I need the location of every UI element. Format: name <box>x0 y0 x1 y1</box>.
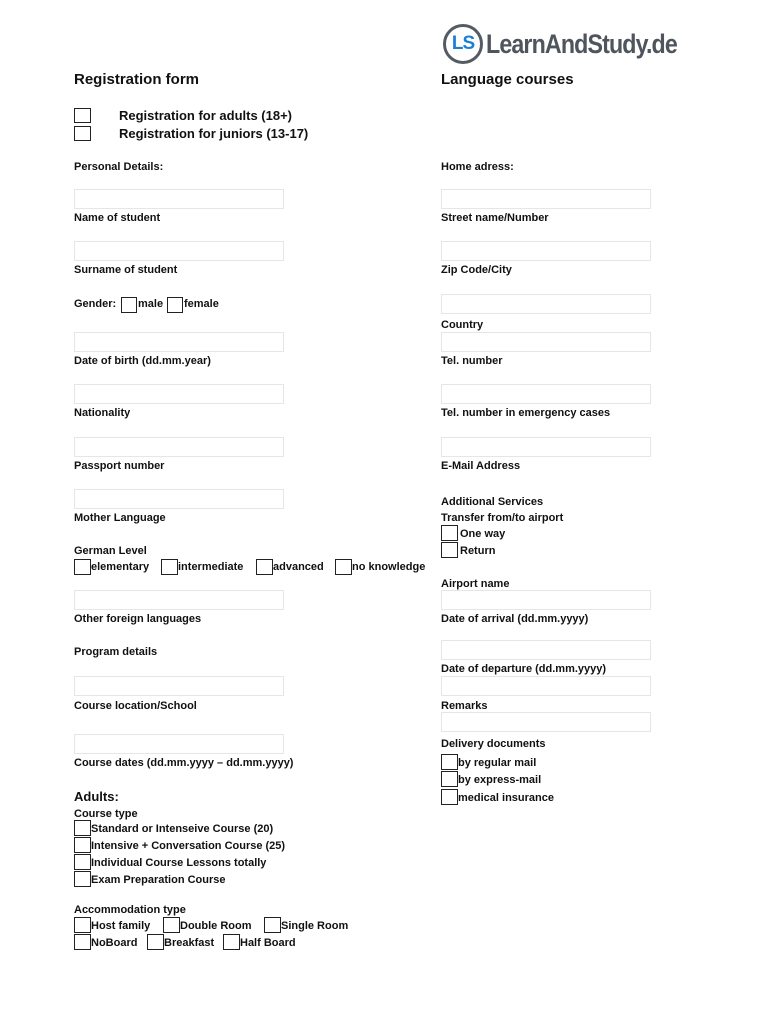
dob-label: Date of birth (dd.mm.year) <box>74 355 211 367</box>
nationality-field[interactable] <box>74 384 284 404</box>
intermediate-label: intermediate <box>178 561 244 573</box>
regular-mail-label: by regular mail <box>458 757 537 769</box>
course-location-field[interactable] <box>74 676 284 696</box>
tel-emergency-field[interactable] <box>441 384 651 404</box>
female-label: female <box>184 298 219 310</box>
male-checkbox[interactable] <box>121 297 137 313</box>
country-field[interactable] <box>441 294 651 314</box>
double-room-checkbox[interactable] <box>163 917 180 933</box>
street-label: Street name/Number <box>441 212 549 224</box>
one-way-checkbox[interactable] <box>441 525 458 541</box>
country-label: Country <box>441 319 484 331</box>
individual-course-checkbox[interactable] <box>74 854 91 870</box>
home-address-heading: Home adress: <box>441 161 514 173</box>
passport-label: Passport number <box>74 460 165 472</box>
intermediate-checkbox[interactable] <box>161 559 178 575</box>
departure-field[interactable] <box>441 676 651 696</box>
return-label: Return <box>460 545 496 557</box>
elementary-label: elementary <box>91 561 150 573</box>
program-details-heading: Program details <box>74 646 158 658</box>
dob-field[interactable] <box>74 332 284 352</box>
exam-course-checkbox[interactable] <box>74 871 91 887</box>
arrival-field[interactable] <box>441 640 651 660</box>
intensive-course-checkbox[interactable] <box>74 837 91 853</box>
intensive-course-label: Intensive + Conversation Course (25) <box>91 840 286 852</box>
adults-registration-label: Registration for adults (18+) <box>119 108 292 123</box>
additional-services-heading: Additional Services <box>441 496 544 508</box>
female-checkbox[interactable] <box>167 297 183 313</box>
no-knowledge-checkbox[interactable] <box>335 559 352 575</box>
one-way-label: One way <box>460 528 506 540</box>
course-location-label: Course location/School <box>74 700 197 712</box>
standard-course-label: Standard or Intenseive Course (20) <box>91 823 274 835</box>
no-knowledge-label: no knowledge <box>352 561 426 573</box>
other-languages-label: Other foreign languages <box>74 613 202 625</box>
breakfast-checkbox[interactable] <box>147 934 164 950</box>
juniors-registration-checkbox[interactable] <box>74 126 91 141</box>
tel-emergency-label: Tel. number in emergency cases <box>441 407 611 419</box>
advanced-label: advanced <box>273 561 324 573</box>
exam-course-label: Exam Preparation Course <box>91 874 226 886</box>
adults-heading: Adults: <box>74 789 119 804</box>
course-dates-label: Course dates (dd.mm.yyyy – dd.mm.yyyy) <box>74 757 294 769</box>
double-room-label: Double Room <box>180 920 252 932</box>
gender-label: Gender: <box>74 298 117 310</box>
mother-language-label: Mother Language <box>74 512 166 524</box>
medical-insurance-label: medical insurance <box>458 792 554 804</box>
juniors-registration-label: Registration for juniors (13-17) <box>119 126 309 141</box>
noboard-checkbox[interactable] <box>74 934 91 950</box>
accommodation-label: Accommodation type <box>74 904 186 916</box>
regular-mail-checkbox[interactable] <box>441 754 458 770</box>
remarks-label: Remarks <box>441 700 488 712</box>
tel-field[interactable] <box>441 332 651 352</box>
course-dates-field[interactable] <box>74 734 284 754</box>
german-level-label: German Level <box>74 545 147 557</box>
male-label: male <box>138 298 164 310</box>
departure-label: Date of departure (dd.mm.yyyy) <box>441 663 607 675</box>
logo-badge: LS <box>443 24 483 64</box>
email-label: E-Mail Address <box>441 460 521 472</box>
half-board-label: Half Board <box>240 937 296 949</box>
email-field[interactable] <box>441 437 651 457</box>
street-field[interactable] <box>441 189 651 209</box>
mother-language-field[interactable] <box>74 489 284 509</box>
personal-details-heading: Personal Details: <box>74 161 164 173</box>
medical-insurance-checkbox[interactable] <box>441 789 458 805</box>
breakfast-label: Breakfast <box>164 937 215 949</box>
airport-field[interactable] <box>441 590 651 610</box>
passport-field[interactable] <box>74 437 284 457</box>
course-type-label: Course type <box>74 808 138 820</box>
surname-label: Surname of student <box>74 264 178 276</box>
transfer-label: Transfer from/to airport <box>441 512 564 524</box>
single-room-checkbox[interactable] <box>264 917 281 933</box>
express-mail-checkbox[interactable] <box>441 771 458 787</box>
nationality-label: Nationality <box>74 407 131 419</box>
logo-text: LearnAndStudy.de <box>486 28 677 59</box>
remarks-field[interactable] <box>441 712 651 732</box>
arrival-label: Date of arrival (dd.mm.yyyy) <box>441 613 589 625</box>
host-family-label: Host family <box>91 920 151 932</box>
half-board-checkbox[interactable] <box>223 934 240 950</box>
single-room-label: Single Room <box>281 920 349 932</box>
registration-form-title: Registration form <box>74 71 200 88</box>
delivery-label: Delivery documents <box>441 738 546 750</box>
standard-course-checkbox[interactable] <box>74 820 91 836</box>
airport-label: Airport name <box>441 578 510 590</box>
host-family-checkbox[interactable] <box>74 917 91 933</box>
zip-field[interactable] <box>441 241 651 261</box>
logo <box>443 22 708 66</box>
noboard-label: NoBoard <box>91 937 138 949</box>
zip-label: Zip Code/City <box>441 264 512 276</box>
other-languages-field[interactable] <box>74 590 284 610</box>
return-checkbox[interactable] <box>441 542 458 558</box>
adults-registration-checkbox[interactable] <box>74 108 91 123</box>
individual-course-label: Individual Course Lessons totally <box>91 857 267 869</box>
advanced-checkbox[interactable] <box>256 559 273 575</box>
surname-field[interactable] <box>74 241 284 261</box>
tel-label: Tel. number <box>441 355 503 367</box>
name-label: Name of student <box>74 212 161 224</box>
express-mail-label: by express-mail <box>458 774 542 786</box>
language-courses-title: Language courses <box>441 71 574 88</box>
name-field[interactable] <box>74 189 284 209</box>
elementary-checkbox[interactable] <box>74 559 91 575</box>
